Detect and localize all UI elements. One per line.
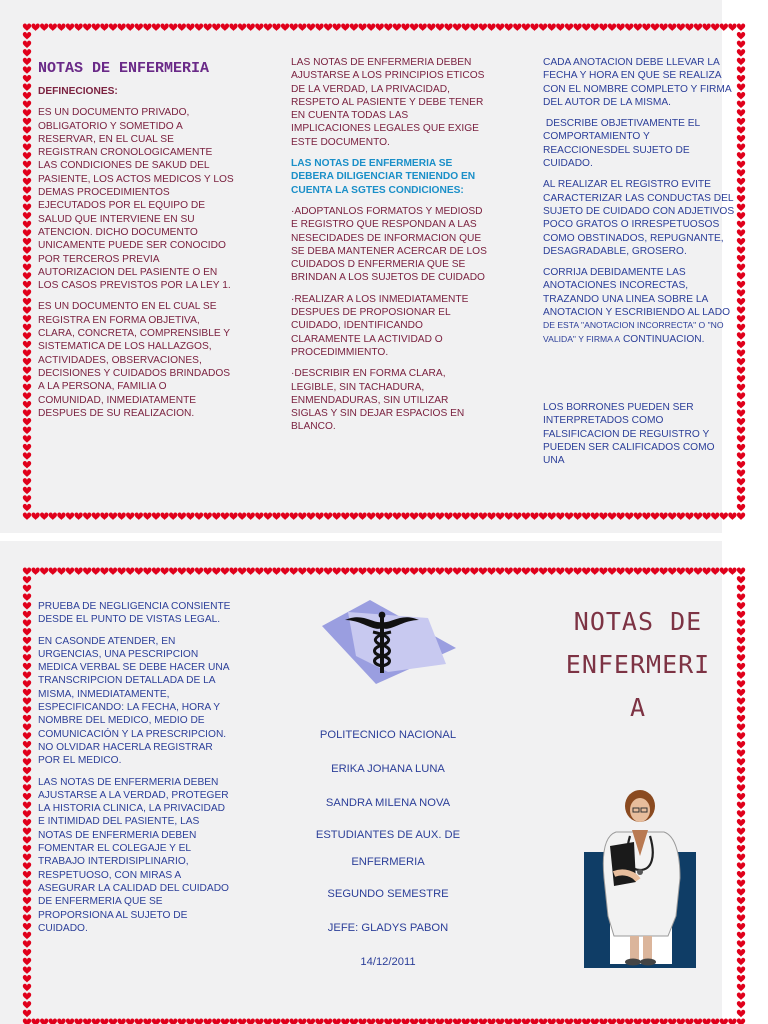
heart-icon — [737, 906, 745, 913]
heart-icon — [728, 23, 736, 30]
heart-icon — [737, 975, 745, 982]
heart-icon — [737, 84, 745, 91]
heart-icon — [737, 135, 745, 142]
heart-icon — [737, 767, 745, 774]
heart-icon — [737, 452, 745, 459]
heart-icon — [737, 689, 745, 696]
recommendation-4-b: DE ESTA "ANOTACION INCORRECTA" O "NO VALIDA" Y FIRMA A — [543, 320, 724, 344]
heart-icon — [737, 750, 745, 757]
heart-icon — [737, 444, 745, 451]
heart-icon — [737, 663, 745, 670]
heart-icon — [737, 289, 745, 296]
heart-icon — [737, 349, 745, 356]
heart-icon — [737, 724, 745, 731]
heart-icon — [737, 741, 745, 748]
definition-paragraph-2: ES UN DOCUMENTO EN EL CUAL SE REGISTRA EN FORMA OBJETIVA, CLARA, CONCRETA, COMPRENSIBLE Y SISTEMATICA DE LOS HALLAZGOS, ACTIVIDADES, OBSERVACIONES, DECISIONES Y CUIDADOS BRINDADOS A LA PERSONA, FAMILIA O COMUNIDAD, INMEDIATAMENTE DESPUES DE SU REALIZACION. — [38, 301, 231, 419]
heart-icon — [737, 315, 745, 322]
heart-icon — [737, 949, 745, 956]
heart-icon — [737, 802, 745, 809]
heart-icon — [737, 255, 745, 262]
recommendation-1: CADA ANOTACION DEBE LLEVAR LA FECHA Y HORA EN QUE SE REALIZA CON EL NOMBRE COMPLETO Y FIRMA DEL AUTOR DE LA MISMA. — [543, 57, 732, 108]
cover-title — [548, 600, 728, 729]
heart-icon — [737, 992, 745, 999]
heart-icon — [737, 776, 745, 783]
heart-icon — [737, 576, 745, 583]
heart-icon — [737, 698, 745, 705]
heart-icon — [737, 109, 745, 116]
heart-icon — [737, 654, 745, 661]
heart-icon — [737, 923, 745, 930]
heart-icon — [728, 1018, 736, 1024]
heart-icon — [737, 384, 745, 391]
heart-icon — [737, 358, 745, 365]
heart-icon — [737, 152, 745, 159]
cover-title-line-3: A — [629, 693, 647, 722]
heart-icon — [737, 637, 745, 644]
heart-icon — [737, 854, 745, 861]
heart-icon — [737, 427, 745, 434]
condition-1: ·ADOPTANLOS FORMATOS Y MEDIOSD E REGISTRO QUE RESPONDAN A LAS NESECIDADES DE INFORMACION QUE SE DEBA MANTENER ACERCAR DE LOS CUIDADOS D ENFERMERIA QUE SE BRINDAN A LOS SUJETOS DE CUIDADO — [291, 205, 487, 284]
definitions-heading: DEFINECIONES: — [38, 86, 118, 97]
panel-legal — [38, 600, 234, 943]
panel-recommendations — [543, 56, 737, 475]
heart-icon — [737, 932, 745, 939]
heart-icon — [737, 238, 745, 245]
panel-principles — [291, 56, 487, 442]
heart-icon — [737, 186, 745, 193]
program-name: ESTUDIANTES DE AUX. DE ENFERMERIA — [315, 829, 461, 868]
panel-definitions — [38, 56, 234, 428]
cover-title-line-1: NOTAS DE — [573, 607, 703, 636]
heart-icon — [737, 593, 745, 600]
heart-icon — [737, 495, 745, 502]
heart-icon — [737, 1010, 745, 1017]
recommendation-4-a: CORRIJA DEBIDAMENTE LAS ANOTACIONES INCORECTAS, TRAZANDO UNA LINEA SOBRE LA ANOTACION Y ESCRIBIENDO AL LADO — [543, 267, 731, 319]
heart-icon — [737, 272, 745, 279]
recommendation-4-c: CONTINUACION. — [622, 333, 705, 345]
heart-icon — [737, 646, 745, 653]
heart-icon — [737, 169, 745, 176]
heart-icon — [737, 862, 745, 869]
cover-title-line-2: ENFERMERI — [565, 650, 711, 679]
caduceus-icon — [318, 598, 458, 686]
heart-icon — [737, 195, 745, 202]
heart-icon — [737, 1018, 745, 1024]
heart-icon — [737, 784, 745, 791]
credits-block — [296, 718, 480, 979]
heart-icon — [737, 66, 745, 73]
recommendation-5: LOS BORRONES PUEDEN SER INTERPRETADOS COMO FALSIFICACION DE REGUISTRO Y PUEDEN SER CALIFICADOS COMO UNA — [543, 401, 715, 467]
heart-icon — [737, 341, 745, 348]
panel-title: NOTAS DE ENFERMERIA — [38, 60, 210, 77]
heart-icon — [737, 118, 745, 125]
heart-icon — [737, 828, 745, 835]
heart-icon — [737, 619, 745, 626]
heart-icon — [737, 819, 745, 826]
heart-icon — [737, 32, 745, 39]
semester: SEGUNDO SEMESTRE — [327, 888, 449, 900]
principles-intro: LAS NOTAS DE ENFERMERIA DEBEN AJUSTARSE A LOS PRINCIPIOS ETICOS DE LA VERDAD, LA PRIVACIDAD, RESPETO AL PASIENTE Y DEBE TENER EN CUENTA TODAS LAS IMPLICACIONES LEGALES QUE EXIGE ESTE DOCUMENTO. — [291, 57, 485, 148]
heart-icon — [737, 247, 745, 254]
definition-paragraph-1: ES UN DOCUMENTO PRIVADO, OBLIGATORIO Y SOMETIDO A RESERVAR, EN EL CUAL SE REGISTRAN CRONOLOGICAMENTE LAS CONDICIONES DE SAKUD DEL PASIENTE, LOS ACTOS MEDICOS Y LOS DEMAS PROCEDIMIENTOS EJECUTADOS POR EL EQUIPO DE SALUD QUE INTERVIENE EN SU ATENCION. DICHO DOCUMENTO UNICAMENTE PUEDE SER CONOCIDO POR TERCEROS PREVIA AUTORIZACION DEL PASIENTE O EN LOS CASOS PREVISTOS POR LA LEY 1. — [38, 107, 234, 292]
heart-icon — [737, 144, 745, 151]
heart-icon — [728, 567, 736, 574]
heart-icon — [737, 672, 745, 679]
heart-icon — [737, 732, 745, 739]
heart-icon — [737, 401, 745, 408]
heart-icon — [737, 307, 745, 314]
heart-icon — [737, 602, 745, 609]
heart-icon — [737, 470, 745, 477]
heart-icon — [737, 611, 745, 618]
heart-icon — [737, 221, 745, 228]
heart-icon — [737, 715, 745, 722]
heart-icon — [737, 966, 745, 973]
heart-icon — [737, 92, 745, 99]
heart-icon — [737, 512, 745, 519]
heart-icon — [737, 958, 745, 965]
legal-paragraph-3: LAS NOTAS DE ENFERMERIA DEBEN AJUSTARSE A LA VERDAD, PROTEGER LA HISTORIA CLINICA, LA PRIVACIDAD E INTIMIDAD DEL PASIENTE, LAS NOTAS DE ENFERMERIA DEBEN FOMENTAR EL COLEGAJE Y EL TRABAJO INTERDISIPLINARIO, RESPETUOSO, CON MIRAS A ASEGURAR LA CALIDAD DEL CUIDADO DE ENFERMERIA QUE SE PROPORSIONA AL SUJETO DE CUIDADO. — [38, 776, 229, 934]
heart-icon — [737, 161, 745, 168]
heart-icon — [737, 628, 745, 635]
heart-icon — [737, 758, 745, 765]
heart-icon — [737, 914, 745, 921]
heart-icon — [737, 49, 745, 56]
heart-icon — [737, 178, 745, 185]
heart-icon — [737, 888, 745, 895]
heart-icon — [737, 984, 745, 991]
heart-icon — [737, 367, 745, 374]
heart-icon — [737, 487, 745, 494]
date: 14/12/2011 — [360, 956, 416, 968]
heart-icon — [737, 845, 745, 852]
recommendation-3: AL REALIZAR EL REGISTRO EVITE CARACTERIZAR LAS CONDUCTAS DEL SUJETO DE CUIDADO CON ADJETIVOS POCO GRATOS O IRRESPETUOSOS COMO OBSTINADOS, REPUGNANTE, DESAGRADABLE, GROSERO. — [543, 179, 735, 257]
heart-icon — [737, 880, 745, 887]
heart-icon — [737, 810, 745, 817]
nurse-icon — [584, 786, 696, 968]
heart-icon — [737, 706, 745, 713]
heart-icon — [728, 512, 736, 519]
heart-icon — [737, 58, 745, 65]
heart-icon — [737, 229, 745, 236]
condition-3: ·DESCRIBIR EN FORMA CLARA, LEGIBLE, SIN TACHADURA, ENMENDADURAS, SIN UTILIZAR SIGLAS Y SIN DEJAR ESPACIOS EN BLANCO. — [291, 368, 465, 433]
legal-paragraph-1: PRUEBA DE NEGLIGENCIA CONSIENTE DESDE EL PUNTO DE VISTAS LEGAL. — [38, 601, 231, 626]
recommendation-2: DESCRIBE OBJETIVAMENTE EL COMPORTAMIENTO Y REACCIONESDEL SUJETO DE CUIDADO. — [543, 118, 703, 170]
heart-icon — [737, 585, 745, 592]
institution-name: POLITECNICO NACIONAL — [319, 729, 457, 741]
heart-icon — [737, 392, 745, 399]
heart-icon — [737, 375, 745, 382]
heart-icon — [737, 410, 745, 417]
heart-icon — [737, 940, 745, 947]
heart-icon — [737, 680, 745, 687]
legal-paragraph-2: EN CASONDE ATENDER, EN URGENCIAS, UNA PESCRIPCION MEDICA VERBAL SE DEBE HACER UNA TRANSCRIPCION DETALLADA DE LA MISMA, INMEDIATAMENTE, ESPECIFICANDO: LA FECHA, HORA Y NOMBRE DEL MEDICO, MEDIO DE COMUNICACIÓN Y LA PRESCRIPCION. NO OLVIDAR HACERLA REGISTRAR POR EL MEDICO. — [38, 635, 229, 767]
heart-icon — [737, 324, 745, 331]
conditions-heading: LAS NOTAS DE ENFERMERIA SE DEBERA DILIGENCIAR TENIENDO EN CUENTA LA SGTES CONDICIONES: — [291, 158, 476, 196]
author-1: ERIKA JOHANA LUNA — [331, 763, 445, 775]
heart-icon — [737, 478, 745, 485]
heart-icon — [737, 435, 745, 442]
heart-icon — [737, 836, 745, 843]
heart-icon — [737, 461, 745, 468]
condition-2: ·REALIZAR A LOS INMEDIATAMENTE DESPUES DE PROPOSIONAR EL CUIDADO, IDENTIFICANDO CLARAMENTE LA ACTIVIDAD O PROCEDIMMIENTO. — [291, 293, 469, 358]
heart-icon — [737, 1001, 745, 1008]
heart-icon — [737, 75, 745, 82]
heart-icon — [737, 126, 745, 133]
heart-icon — [737, 212, 745, 219]
heart-icon — [737, 23, 745, 30]
heart-icon — [737, 897, 745, 904]
author-2: SANDRA MILENA NOVA — [325, 797, 451, 809]
heart-icon — [737, 871, 745, 878]
chief-name: JEFE: GLADYS PABON — [327, 922, 449, 934]
heart-icon — [737, 101, 745, 108]
heart-icon — [737, 281, 745, 288]
heart-icon — [737, 298, 745, 305]
heart-icon — [737, 418, 745, 425]
heart-icon — [737, 504, 745, 511]
heart-icon — [737, 793, 745, 800]
heart-icon — [737, 264, 745, 271]
heart-icon — [737, 41, 745, 48]
heart-icon — [737, 204, 745, 211]
heart-icon — [737, 567, 745, 574]
heart-icon — [737, 332, 745, 339]
